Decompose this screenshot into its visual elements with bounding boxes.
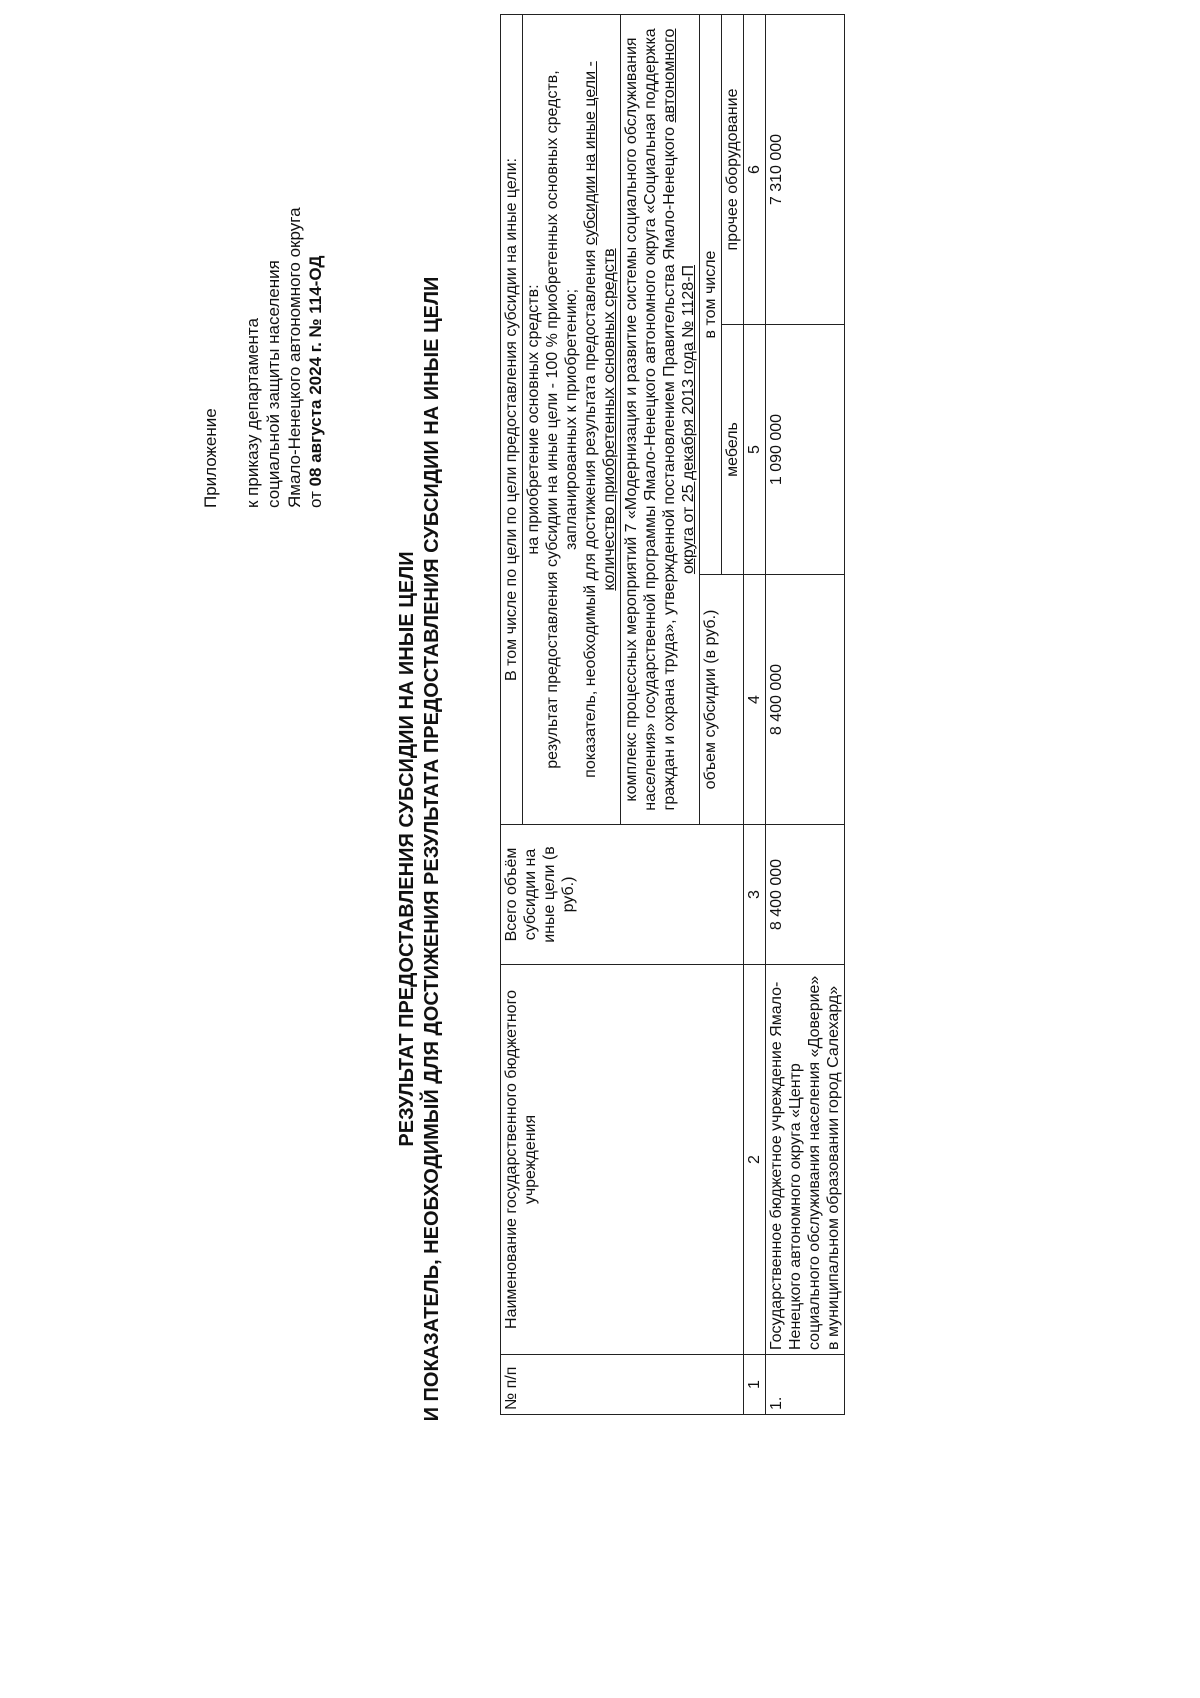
column-number: 1 [744,1355,766,1415]
title-line-2: И ПОКАЗАТЕЛЬ, НЕОБХОДИМЫЙ ДЛЯ ДОСТИЖЕНИЯ РЕЗУЛЬТАТА ПРЕДОСТАВЛЕНИЯ СУБСИДИИ НА ИНЫЕ ЦЕЛИ [421,276,443,1422]
title-line-1: РЕЗУЛЬТАТ ПРЕДОСТАВЛЕНИЯ СУБСИДИИ НА ИНЫЕ ЦЕЛИ [396,551,418,1147]
purpose-indicator-text: показатель, необходимый для достижения результата предоставления [582,245,599,778]
column-numbers-row [744,15,766,1415]
row-num: 1. [766,1355,845,1415]
purpose-indicator [581,19,619,820]
table-row [766,15,845,1415]
purpose-cell [523,15,621,825]
row-other: 7 310 000 [766,15,845,325]
purpose-indicator-text-underlined: субсидии на иные цели - количество приобретенных основных средств [582,61,618,591]
header-including: В том числе по цели по цели предоставления субсидии на иные цели: [501,15,523,825]
column-number: 2 [744,965,766,1355]
header-name: Наименование государственного бюджетного учреждения [501,965,744,1355]
header-row [501,15,523,1415]
row-furniture: 1 090 000 [766,325,845,575]
subsidy-table [500,14,845,1415]
appendix-label: Приложение [201,408,220,508]
appendix-order-prefix: от [306,486,325,508]
row-volume: 8 400 000 [766,575,845,825]
complex-text: комплекс процессных мероприятий 7 «Модернизация и развитие системы социального обслуживания населения» государственной программы Ямало-Ненецкого автономного округа «Социальная поддержка граждан и охрана труда», утвержденной постановлением Правительства Ямало-Ненецкого [623,28,678,811]
appendix-order-line [305,207,326,508]
header-total: Всего объём субсидии на иные цели (в руб.) [501,825,744,965]
header-furniture: мебель [722,325,744,575]
column-number: 5 [744,325,766,575]
appendix-line: социальной защиты населения [264,260,283,508]
purpose-result: результат предоставления субсидии на иные цели - 100 % приобретенных основных средств, запланированных к приобретению; [544,70,580,769]
complex-text-underlined: автономного округа от 25 декабря 2013 года № 1128-П [661,28,697,575]
header-incl-sub: в том числе [700,15,722,575]
appendix-line: к приказу департамента [243,318,262,508]
row-name: Государственное бюджетное учреждение Ямало-Ненецкого автономного округа «Центр социального обслуживания населения «Доверие» в муниципальном образовании город Салехард» [766,965,845,1355]
appendix-order-date: 08 августа 2024 г. № 114-ОД [306,255,325,487]
purpose-title: на приобретение основных средств: [525,284,542,555]
document-title [395,0,445,1698]
column-number: 6 [744,15,766,325]
header-volume: объем субсидии (в руб.) [700,575,744,825]
appendix-line: Ямало-Ненецкого автономного округа [285,207,304,508]
header-num: № п/п [501,1355,744,1415]
header-other-equipment: прочее оборудование [722,15,744,325]
row-total: 8 400 000 [766,825,845,965]
complex-cell [621,15,700,825]
column-number: 4 [744,575,766,825]
appendix-block [200,207,326,508]
column-number: 3 [744,825,766,965]
